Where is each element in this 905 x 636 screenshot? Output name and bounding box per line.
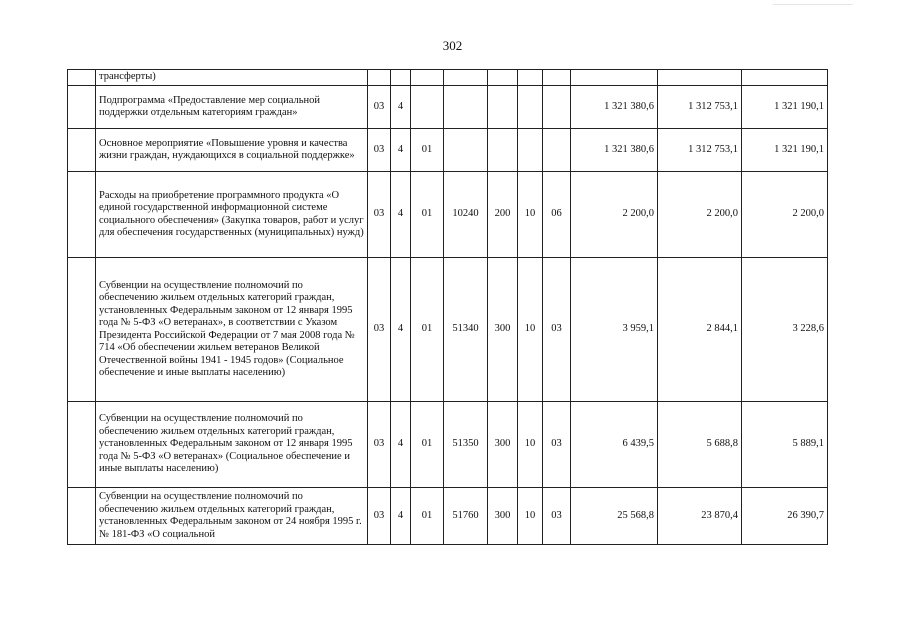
subsection-code-cell xyxy=(543,86,571,129)
program-code-cell: 4 xyxy=(391,86,411,129)
table-row xyxy=(68,258,828,402)
amount-year3-cell: 3 228,6 xyxy=(742,258,828,402)
amount-year2-cell: 2 844,1 xyxy=(658,258,742,402)
amount-year1-cell: 1 321 380,6 xyxy=(571,129,658,172)
expense-type-cell xyxy=(488,129,518,172)
subprogram-code-cell: 01 xyxy=(411,258,444,402)
expense-type-cell: 300 xyxy=(488,258,518,402)
subsection-code-cell: 03 xyxy=(543,402,571,488)
row-index-cell xyxy=(68,258,96,402)
page-number: 302 xyxy=(442,38,463,53)
subprogram-code-cell: 01 xyxy=(411,488,444,545)
subprogram-code-cell: 01 xyxy=(411,129,444,172)
amount-year3-cell: 1 321 190,1 xyxy=(742,129,828,172)
subsection-code-cell xyxy=(543,129,571,172)
amount-year2-cell: 23 870,4 xyxy=(658,488,742,545)
section-code-cell: 10 xyxy=(518,172,543,258)
amount-year1-cell: 1 321 380,6 xyxy=(571,86,658,129)
table-row xyxy=(68,129,828,172)
program-code-cell xyxy=(391,70,411,86)
amount-year2-cell xyxy=(658,70,742,86)
subsection-code-cell: 06 xyxy=(543,172,571,258)
section-code-cell: 10 xyxy=(518,402,543,488)
amount-year3-cell: 2 200,0 xyxy=(742,172,828,258)
expense-name-cell: Основное мероприятие «Повышение уровня и качества жизни граждан, нуждающихся в социальной поддержке» xyxy=(96,129,368,172)
section-code-cell xyxy=(518,86,543,129)
table-row xyxy=(68,172,828,258)
program-code-cell: 4 xyxy=(391,172,411,258)
section-code-cell: 10 xyxy=(518,258,543,402)
expense-name-cell: Расходы на приобретение программного продукта «О единой государственной информационной системе социального обеспечения» (Закупка товаров, работ и услуг для обеспечения государственных (муниципальных) нужд) xyxy=(96,172,368,258)
ministry-code-cell: 03 xyxy=(368,86,391,129)
table-row xyxy=(68,70,828,86)
ministry-code-cell: 03 xyxy=(368,488,391,545)
amount-year1-cell: 2 200,0 xyxy=(571,172,658,258)
expense-name-cell: Субвенции на осуществление полномочий по обеспечению жильем отдельных категорий граждан, установленных Федеральным законом от 24 ноября 1995 г. № 181-ФЗ «О социальной xyxy=(96,488,368,545)
amount-year1-cell: 25 568,8 xyxy=(571,488,658,545)
program-code-cell: 4 xyxy=(391,402,411,488)
row-index-cell xyxy=(68,86,96,129)
amount-year3-cell: 5 889,1 xyxy=(742,402,828,488)
subsection-code-cell: 03 xyxy=(543,258,571,402)
ministry-code-cell: 03 xyxy=(368,129,391,172)
table-row xyxy=(68,488,828,545)
expense-name-cell: трансферты) xyxy=(96,70,368,86)
program-code-cell: 4 xyxy=(391,488,411,545)
section-code-cell xyxy=(518,70,543,86)
ministry-code-cell: 03 xyxy=(368,402,391,488)
direction-code-cell: 51760 xyxy=(444,488,488,545)
direction-code-cell xyxy=(444,70,488,86)
direction-code-cell: 51350 xyxy=(444,402,488,488)
direction-code-cell xyxy=(444,86,488,129)
subprogram-code-cell: 01 xyxy=(411,402,444,488)
row-index-cell xyxy=(68,402,96,488)
program-code-cell: 4 xyxy=(391,129,411,172)
subsection-code-cell: 03 xyxy=(543,488,571,545)
subprogram-code-cell xyxy=(411,86,444,129)
row-index-cell xyxy=(68,488,96,545)
table-row xyxy=(68,402,828,488)
subsection-code-cell xyxy=(543,70,571,86)
expense-name-cell: Подпрограмма «Предоставление мер социальной поддержки отдельным категориям граждан» xyxy=(96,86,368,129)
amount-year2-cell: 2 200,0 xyxy=(658,172,742,258)
expense-type-cell: 300 xyxy=(488,402,518,488)
table-row xyxy=(68,86,828,129)
amount-year3-cell: 1 321 190,1 xyxy=(742,86,828,129)
program-code-cell: 4 xyxy=(391,258,411,402)
direction-code-cell xyxy=(444,129,488,172)
scan-artifact xyxy=(773,4,853,5)
amount-year1-cell: 6 439,5 xyxy=(571,402,658,488)
amount-year1-cell xyxy=(571,70,658,86)
row-index-cell xyxy=(68,172,96,258)
subprogram-code-cell xyxy=(411,70,444,86)
row-index-cell xyxy=(68,129,96,172)
expense-type-cell xyxy=(488,86,518,129)
amount-year1-cell: 3 959,1 xyxy=(571,258,658,402)
amount-year2-cell: 5 688,8 xyxy=(658,402,742,488)
amount-year2-cell: 1 312 753,1 xyxy=(658,86,742,129)
amount-year3-cell xyxy=(742,70,828,86)
ministry-code-cell xyxy=(368,70,391,86)
expense-type-cell xyxy=(488,70,518,86)
subprogram-code-cell: 01 xyxy=(411,172,444,258)
expense-name-cell: Субвенции на осуществление полномочий по обеспечению жильем отдельных категорий граждан, установленных Федеральным законом от 12 января 1995 года № 5-ФЗ «О ветеранах» (Социальное обеспечение и иные выплаты населению) xyxy=(96,402,368,488)
expense-type-cell: 200 xyxy=(488,172,518,258)
budget-table xyxy=(67,69,828,545)
direction-code-cell: 10240 xyxy=(444,172,488,258)
ministry-code-cell: 03 xyxy=(368,172,391,258)
section-code-cell: 10 xyxy=(518,488,543,545)
amount-year3-cell: 26 390,7 xyxy=(742,488,828,545)
ministry-code-cell: 03 xyxy=(368,258,391,402)
section-code-cell xyxy=(518,129,543,172)
expense-type-cell: 300 xyxy=(488,488,518,545)
direction-code-cell: 51340 xyxy=(444,258,488,402)
amount-year2-cell: 1 312 753,1 xyxy=(658,129,742,172)
expense-name-cell: Субвенции на осуществление полномочий по обеспечению жильем отдельных категорий граждан, установленных Федеральным законом от 12 января 1995 года № 5-ФЗ «О ветеранах», в соответствии с Указом Президента Российской Федерации от 7 мая 2008 года № 714 «Об обеспечении жильем ветеранов Великой Отечественной войны 1941 - 1945 годов» (Социальное обеспечение и иные выплаты населению) xyxy=(96,258,368,402)
row-index-cell xyxy=(68,70,96,86)
